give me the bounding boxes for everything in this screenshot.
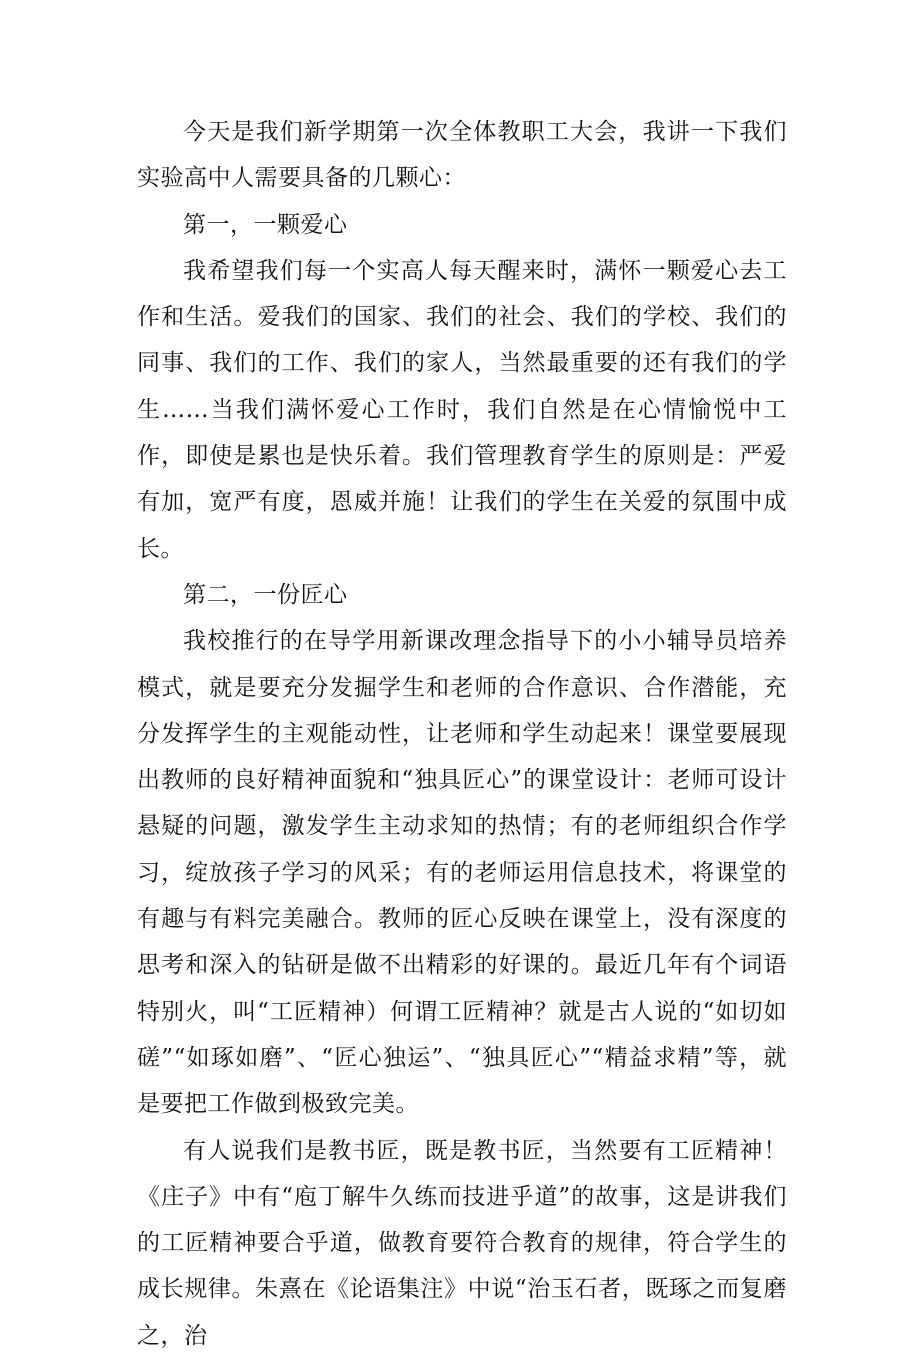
document-body [137, 109, 787, 1359]
paragraph-craftsman: 有人说我们是教书匠，既是教书匠，当然要有工匠精神！《庄子》中有“庖丁解牛久练而技进乎道”的故事，这是讲我们的工匠精神要合乎道，做教育要符合教育的规律，符合学生的成长规律。朱熹在《论语集注》中说“治玉石者，既琢之而复磨之，治 [137, 1137, 787, 1349]
paragraph-craft: 我校推行的在导学用新课改理念指导下的小小辅导员培养模式，就是要充分发掘学生和老师的合作意识、合作潜能，充分发挥学生的主观能动性，让老师和学生动起来！课堂要展现出教师的良好精神面貌和“独具匠心”的课堂设计：老师可设计悬疑的问题，激发学生主动求知的热情；有的老师组织合作学习，绽放孩子学习的风采；有的老师运用信息技术，将课堂的有趣与有料完美融合。教师的匠心反映在课堂上，没有深度的思考和深入的钻研是做不出精彩的好课的。最近几年有个词语特别火，叫“工匠精神）何谓工匠精神？就是古人说的“如切如磋”“如琢如磨”、“匠心独运”、“独具匠心”“精益求精”等，就是要把工作做到极致完美。 [137, 628, 787, 1118]
paragraph-love: 我希望我们每一个实高人每天醒来时，满怀一颗爱心去工作和生活。爱我们的国家、我们的社会、我们的学校、我们的同事、我们的工作、我们的家人，当然最重要的还有我们的学生……当我们满怀爱心工作时，我们自然是在心情愉悦中工作，即使是累也是快乐着。我们管理教育学生的原则是：严爱有加，宽严有度，恩威并施！让我们的学生在关爱的氛围中成长。 [137, 257, 787, 562]
section-heading-craft: 第二，一份匠心 [183, 581, 348, 608]
paragraph-intro: 今天是我们新学期第一次全体教职工大会，我讲一下我们实验高中人需要具备的几颗心： [137, 119, 787, 192]
section-heading-love: 第一，一颗爱心 [183, 211, 348, 238]
